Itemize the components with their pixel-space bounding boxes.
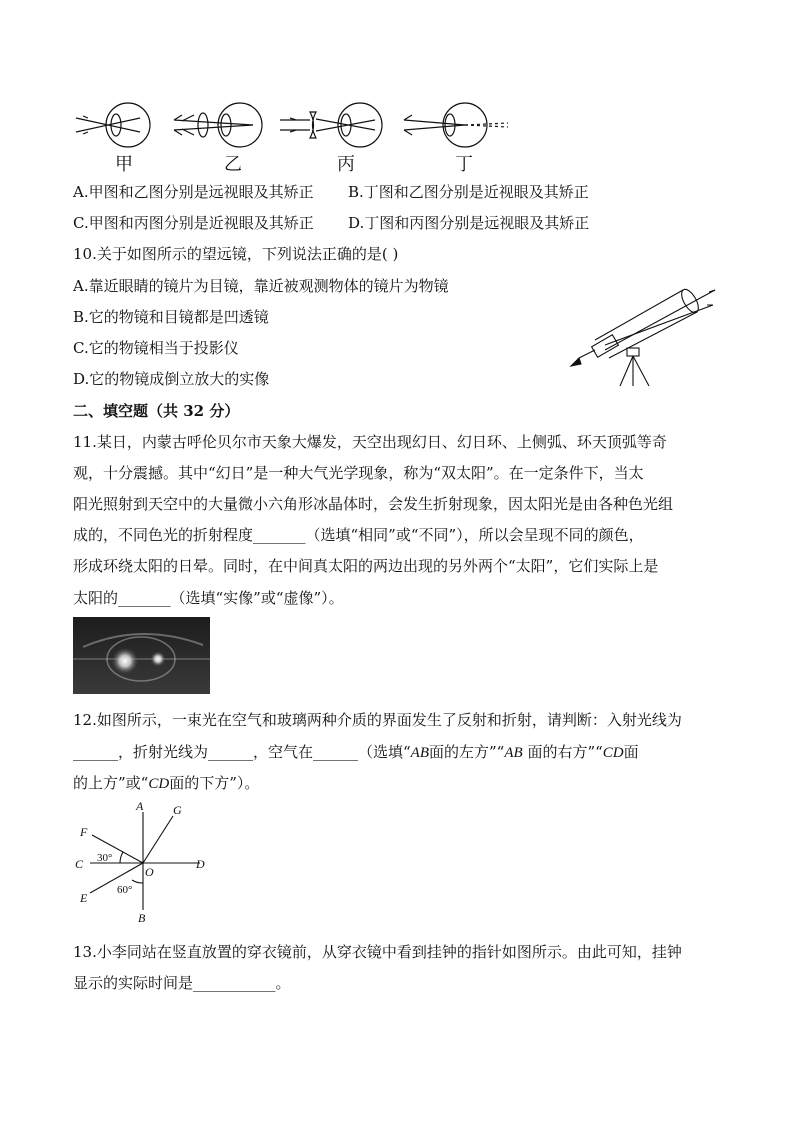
q11-line-3: 阳光照射到天空中的大量微小六角形冰晶体时，会发生折射现象，因太阳光是由各种色光组 — [73, 495, 674, 513]
q9-option-d: D.丁图和丙图分别是远视眼及其矫正 — [348, 214, 590, 232]
eye-diagram-ding — [404, 103, 508, 147]
q10-stem: 10.关于如图所示的望远镜，下列说法正确的是( ) — [73, 245, 399, 263]
eye-label-ding: 丁 — [455, 154, 473, 175]
section-title: 二、填空题（共 32 分） — [73, 402, 240, 420]
q11-line-4: 成的，不同色光的折射程度_______（选填“相同”或“不同”），所以会呈现不同的颜色， — [73, 526, 644, 544]
q11-line-5: 形成环绕太阳的日晕。同时，在中间真太阳的两边出现的另外两个“太阳”，它们实际上是 — [73, 557, 659, 575]
svg-text:F: F — [80, 825, 88, 839]
q10-option-a: A.靠近眼睛的镜片为目镜，靠近被观测物体的镜片为物镜 — [73, 277, 449, 295]
refraction-diagram — [70, 798, 220, 928]
svg-text:E: E — [80, 891, 88, 905]
q10-option-b: B.它的物镜和目镜都是凹透镜 — [73, 308, 269, 326]
q10-option-d: D.它的物镜成倒立放大的实像 — [73, 370, 270, 388]
q13-line-2: 显示的实际时间是___________。 — [73, 974, 291, 992]
q12-line-1: 12.如图所示，一束光在空气和玻璃两种介质的界面发生了反射和折射，请判断：入射光线为 — [73, 711, 682, 729]
q13-line-1: 13.小李同站在竖直放置的穿衣镜前，从穿衣镜中看到挂钟的指针如图所示。由此可知，挂钟 — [73, 943, 682, 961]
q11-line-2: 观，十分震撼。其中“幻日”是一种大气光学现象，称为“双太阳”。在一定条件下，当太 — [73, 464, 644, 482]
q9-option-b: B.丁图和乙图分别是近视眼及其矫正 — [348, 183, 589, 201]
q9-option-a: A.甲图和乙图分别是远视眼及其矫正 — [73, 183, 314, 201]
svg-text:D: D — [196, 857, 205, 871]
eye-diagrams — [70, 98, 520, 150]
telescope-illustration — [565, 270, 725, 390]
svg-text:G: G — [173, 803, 182, 817]
svg-text:60°: 60° — [117, 884, 133, 896]
q10-option-c: C.它的物镜相当于投影仪 — [73, 339, 239, 357]
eye-label-jia: 甲 — [115, 154, 133, 175]
eye-diagram-jia — [76, 103, 150, 147]
svg-text:C: C — [75, 857, 84, 871]
svg-text:B: B — [138, 911, 146, 925]
q9-option-c: C.甲图和丙图分别是近视眼及其矫正 — [73, 214, 314, 232]
svg-text:A: A — [136, 799, 144, 813]
eye-diagram-yi — [174, 103, 262, 147]
q12-line-2: ______，折射光线为______，空气在______（选填“AB面的左方”“AB 面的右方”“CD面 — [73, 743, 639, 761]
svg-text:O: O — [145, 865, 154, 879]
eye-diagram-bing — [280, 103, 382, 147]
eye-label-bing: 丙 — [337, 154, 355, 175]
q11-line-1: 11.某日，内蒙古呼伦贝尔市天象大爆发，天空出现幻日、幻日环、上侧弧、环天顶弧等奇 — [73, 433, 667, 451]
sun-dog-photo — [73, 617, 210, 694]
q12-line-3: 的上方”或“CD面的下方”）。 — [73, 774, 260, 792]
q11-line-6: 太阳的_______（选填“实像”或“虚像”）。 — [73, 589, 344, 607]
svg-text:30°: 30° — [97, 852, 113, 864]
eye-label-yi: 乙 — [224, 154, 242, 175]
